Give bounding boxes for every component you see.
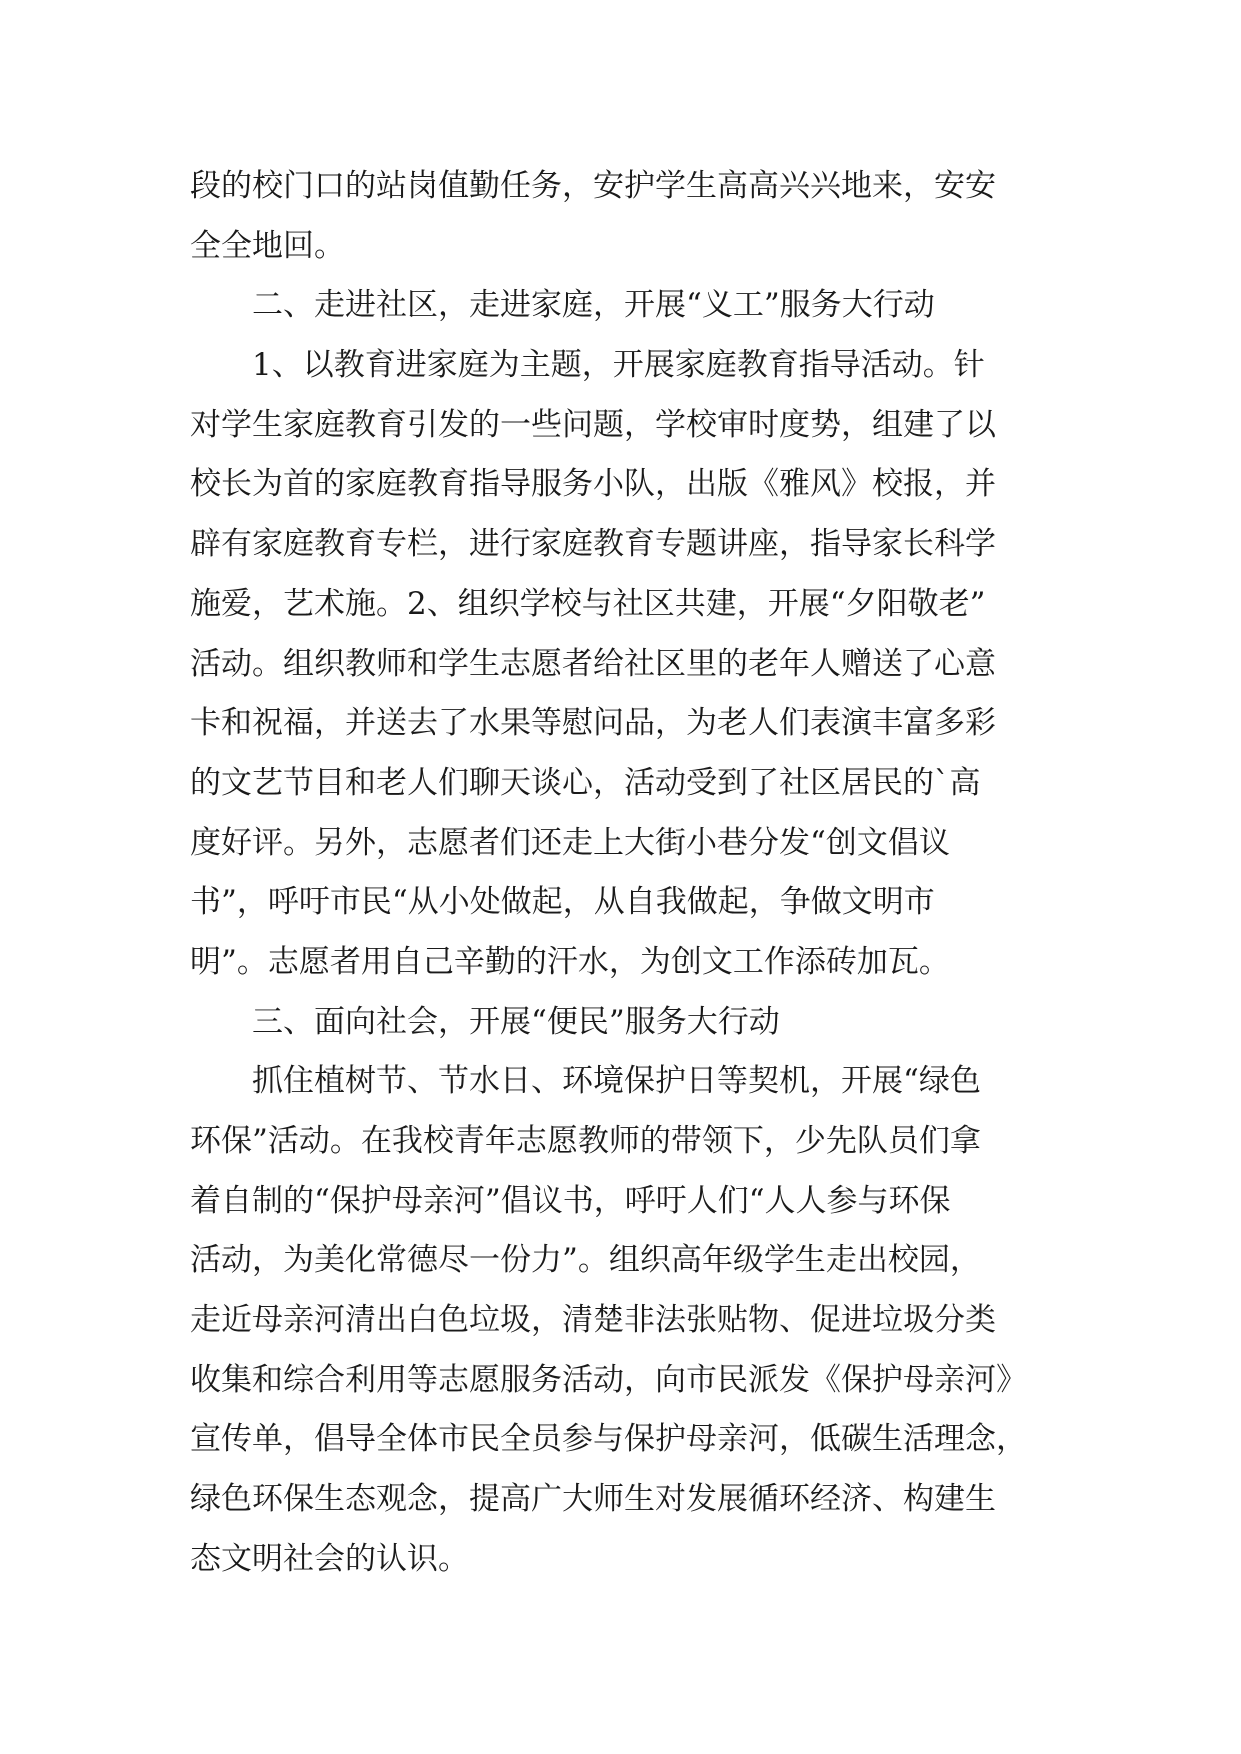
text-line: 的文艺节目和老人们聊天谈心，活动受到了社区居民的`高 — [190, 764, 981, 801]
text-line: 绿色环保生态观念，提高广大师生对发展循环经济、构建生 — [190, 1481, 996, 1518]
section-heading: 二、走进社区，走进家庭，开展“义工”服务大行动 — [252, 287, 935, 324]
text-line: 校长为首的家庭教育指导服务小队，出版《雅风》校报，并 — [190, 466, 996, 503]
text-line: 卡和祝福，并送去了水果等慰问品，为老人们表演丰富多彩 — [190, 705, 996, 742]
text-line: 段的校门口的站岗值勤任务，安护学生高高兴兴地来，安安 — [190, 168, 996, 204]
text-line: 态文明社会的认识。 — [190, 1540, 469, 1577]
paragraph-start: 抓住植树节、节水日、环境保护日等契机，开展“绿色 — [252, 1063, 981, 1100]
text-line: 全全地回。 — [190, 227, 345, 264]
text-line: 活动。组织教师和学生志愿者给社区里的老年人赠送了心意 — [190, 645, 996, 682]
text-line: 环保”活动。在我校青年志愿教师的带领下，少先队员们拿 — [190, 1123, 981, 1159]
text-line: 辟有家庭教育专栏，进行家庭教育专题讲座，指导家长科学 — [190, 526, 996, 563]
text-line: 活动，为美化常德尽一份力”。组织高年级学生走出校园， — [190, 1242, 981, 1279]
text-line: 走近母亲河清出白色垃圾，清楚非法张贴物、促进垃圾分类 — [190, 1302, 996, 1339]
section-heading: 三、面向社会，开展“便民”服务大行动 — [252, 1003, 780, 1040]
paragraph-start: 1、以教育进家庭为主题，开展家庭教育指导活动。针 — [252, 347, 985, 384]
text-line: 着自制的“保护母亲河”倡议书，呼吁人们“人人参与环保 — [190, 1182, 951, 1219]
text-line: 书”，呼吁市民“从小处做起，从自我做起，争做文明市 — [190, 884, 935, 921]
text-line: 收集和综合利用等志愿服务活动，向市民派发《保护母亲河》 — [190, 1361, 1027, 1398]
document-body — [190, 157, 1050, 1590]
text-line: 度好评。另外，志愿者们还走上大街小巷分发“创文倡议 — [190, 824, 950, 861]
text-line: 对学生家庭教育引发的一些问题，学校审时度势，组建了以 — [190, 406, 996, 443]
text-line: 施爱，艺术施。2、组织学校与社区共建，开展“夕阳敬老” — [190, 585, 986, 622]
text-line: 明”。志愿者用自己辛勤的汗水，为创文工作添砖加瓦。 — [190, 943, 950, 980]
text-line: 宣传单，倡导全体市民全员参与保护母亲河，低碳生活理念， — [190, 1421, 1027, 1458]
